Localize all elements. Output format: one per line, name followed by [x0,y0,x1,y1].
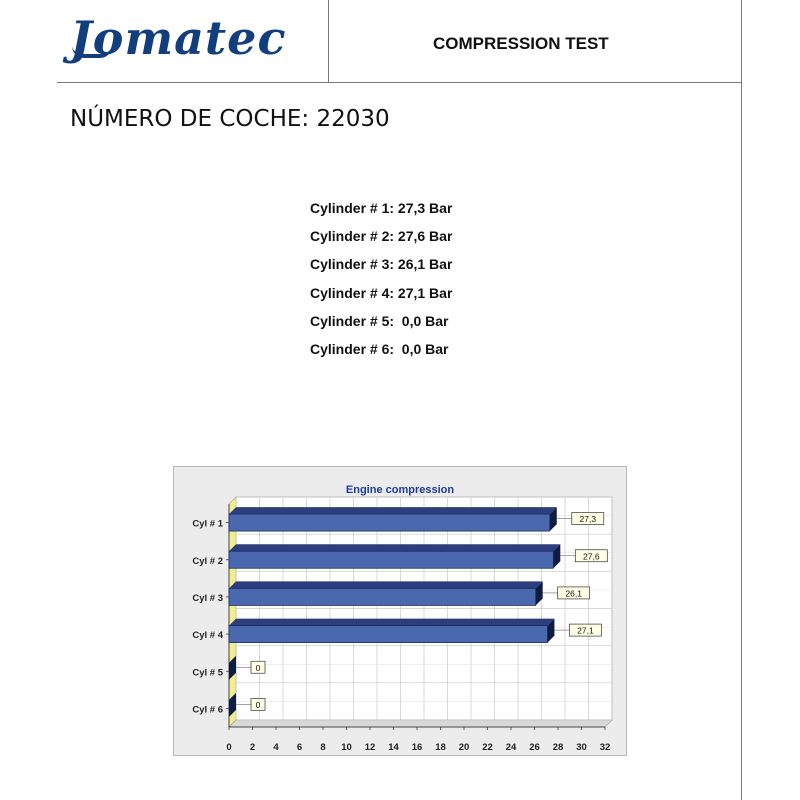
y-tick-label: Cyl # 4 [192,630,223,642]
chart-floor [229,720,612,727]
x-tick-label: 2 [249,742,256,753]
data-label: 27,3 [579,514,597,525]
y-tick-label: Cyl # 2 [192,555,223,567]
x-tick-label: 14 [388,742,399,753]
reading-cylinder-5: Cylinder # 5: 0,0 Bar [310,312,449,329]
reading-cylinder-1: Cylinder # 1: 27,3 Bar [310,200,453,216]
x-tick-label: 18 [435,742,446,753]
header-bottom-rule [57,82,742,83]
logo-swoosh-icon [72,46,112,58]
chart-svg [174,467,626,755]
x-tick-label: 12 [364,742,376,753]
x-tick-label: 20 [458,742,470,753]
bar [229,551,553,568]
x-tick-label: 16 [411,742,423,753]
x-tick-label: 32 [599,742,611,753]
y-tick-label: Cyl # 1 [192,518,223,530]
x-tick-label: 4 [273,742,279,753]
bar-top [229,544,560,551]
bar-top [229,581,543,588]
x-tick-label: 8 [320,742,326,753]
bar-top [229,507,557,514]
car-number: NÚMERO DE COCHE: 22030 [70,106,390,132]
x-tick-label: 30 [576,742,587,753]
chart-side-wall [229,497,236,727]
data-label: 27,1 [577,625,594,636]
bar [229,514,550,531]
y-tick-label: Cyl # 5 [192,667,223,679]
cylinder-readings [310,199,452,368]
bar [229,588,536,605]
data-label: 0 [255,662,261,673]
header-divider [328,0,329,83]
reading-cylinder-2: Cylinder # 2: 27,6 Bar [310,228,453,245]
x-tick-label: 10 [341,742,352,753]
report-title: COMPRESSION TEST [433,34,609,53]
data-label: 0 [255,699,261,710]
engine-compression-chart [173,466,627,756]
x-tick-label: 24 [505,742,517,753]
reading-cylinder-3: Cylinder # 3: 26,1 Bar [310,256,453,273]
x-tick-label: 28 [552,742,564,753]
right-margin-rule [741,0,742,800]
data-label: 27,6 [583,551,600,562]
x-tick-label: 0 [226,742,232,753]
chart-title: Engine compression [345,484,455,496]
x-tick-label: 6 [296,742,303,753]
data-label: 26,1 [565,588,582,599]
reading-cylinder-6: Cylinder # 6: 0,0 Bar [310,340,449,357]
reading-cylinder-4: Cylinder # 4: 27,1 Bar [310,284,453,301]
bar [229,626,547,643]
y-tick-label: Cyl # 3 [192,592,223,604]
y-tick-label: Cyl # 6 [192,704,223,716]
brand-logo: Jomatec [70,11,287,65]
x-tick-label: 22 [482,742,493,753]
x-tick-label: 26 [529,742,540,753]
bar-top [229,619,554,626]
